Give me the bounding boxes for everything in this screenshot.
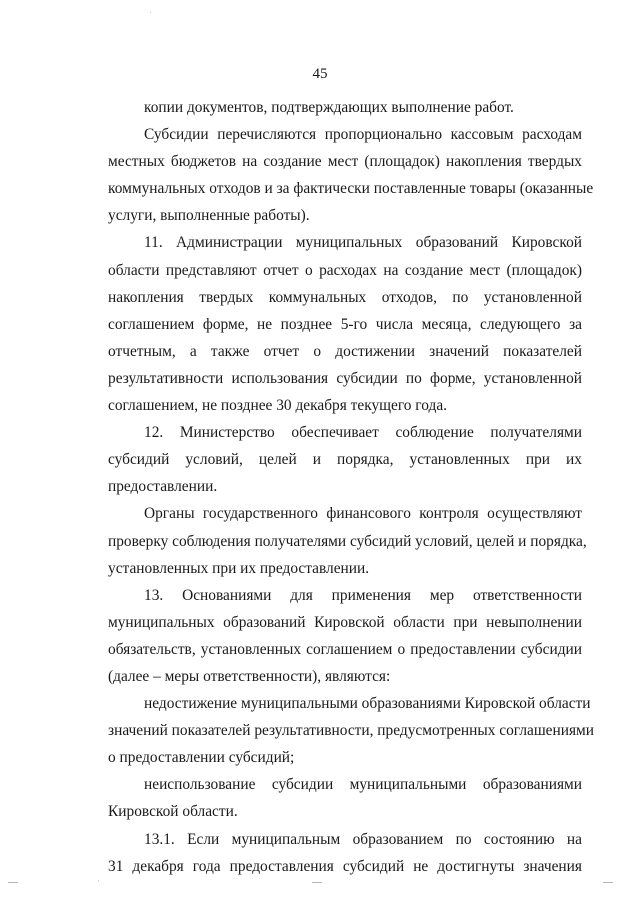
text-line: 31 декабря года предоставления субсидий не достигнуты значения (108, 857, 582, 875)
text-line: о предоставлении субсидий; (108, 749, 295, 767)
scan-dot-left (98, 880, 99, 881)
text-line: 11. Администрации муниципальных образований Кировской (144, 234, 582, 252)
text-line: коммунальных отходов и за фактически поставленные товары (оказанные (108, 180, 594, 198)
text-line: установленных при их предоставлении. (108, 559, 370, 577)
text-line: недостижение муниципальными образованиями Кировской области (144, 695, 591, 713)
text-line: услуги, выполненные работы). (108, 207, 310, 225)
text-line: муниципальных образований Кировской области при невыполнении (108, 613, 582, 631)
text-line: субсидий условий, целей и порядка, установленных при их (108, 451, 582, 469)
text-line: области представляют отчет о расходах на создание мест (площадок) (108, 261, 582, 279)
text-line: обязательств, установленных соглашением о предоставлении субсидии (108, 640, 582, 658)
scan-mark-right (603, 882, 613, 883)
text-line: местных бюджетов на создание мест (площадок) накопления твердых (108, 153, 582, 171)
text-line: Субсидии перечисляются пропорционально кассовым расходам (144, 126, 582, 144)
page-number: 45 (312, 66, 328, 82)
scan-mark-center (312, 882, 322, 883)
text-line: (далее – меры ответственности), являются: (108, 667, 391, 685)
text-line: соглашением, не позднее 30 декабря текущего года. (108, 397, 447, 415)
document-body (108, 94, 595, 880)
text-line: неиспользование субсидии муниципальными образованиями (144, 776, 582, 794)
text-line: предоставлении. (108, 478, 218, 496)
text-line: накопления твердых коммунальных отходов, по установленной (108, 288, 582, 306)
text-line: копии документов, подтверждающих выполнение работ. (144, 99, 514, 116)
text-line: отчетным, а также отчет о достижении значений показателей (108, 342, 582, 360)
text-line: 12. Министерство обеспечивает соблюдение получателями (144, 424, 582, 442)
text-line: Кировской области. (108, 803, 238, 821)
text-line: 13. Основаниями для применения мер ответственности (144, 586, 582, 604)
text-line: соглашением форме, не позднее 5-го числа месяца, следующего за (108, 315, 582, 333)
scan-dot-top (150, 12, 151, 13)
text-line: значений показателей результативности, предусмотренных соглашениями (108, 722, 595, 740)
text-line: 13.1. Если муниципальным образованием по состоянию на (144, 830, 582, 848)
text-line: Органы государственного финансового контроля осуществляют (144, 505, 582, 523)
scan-mark-left (8, 882, 18, 883)
text-line: проверку соблюдения получателями субсидий условий, целей и порядка, (108, 532, 587, 550)
text-line: результативности использования субсидии по форме, установленной (108, 369, 582, 387)
